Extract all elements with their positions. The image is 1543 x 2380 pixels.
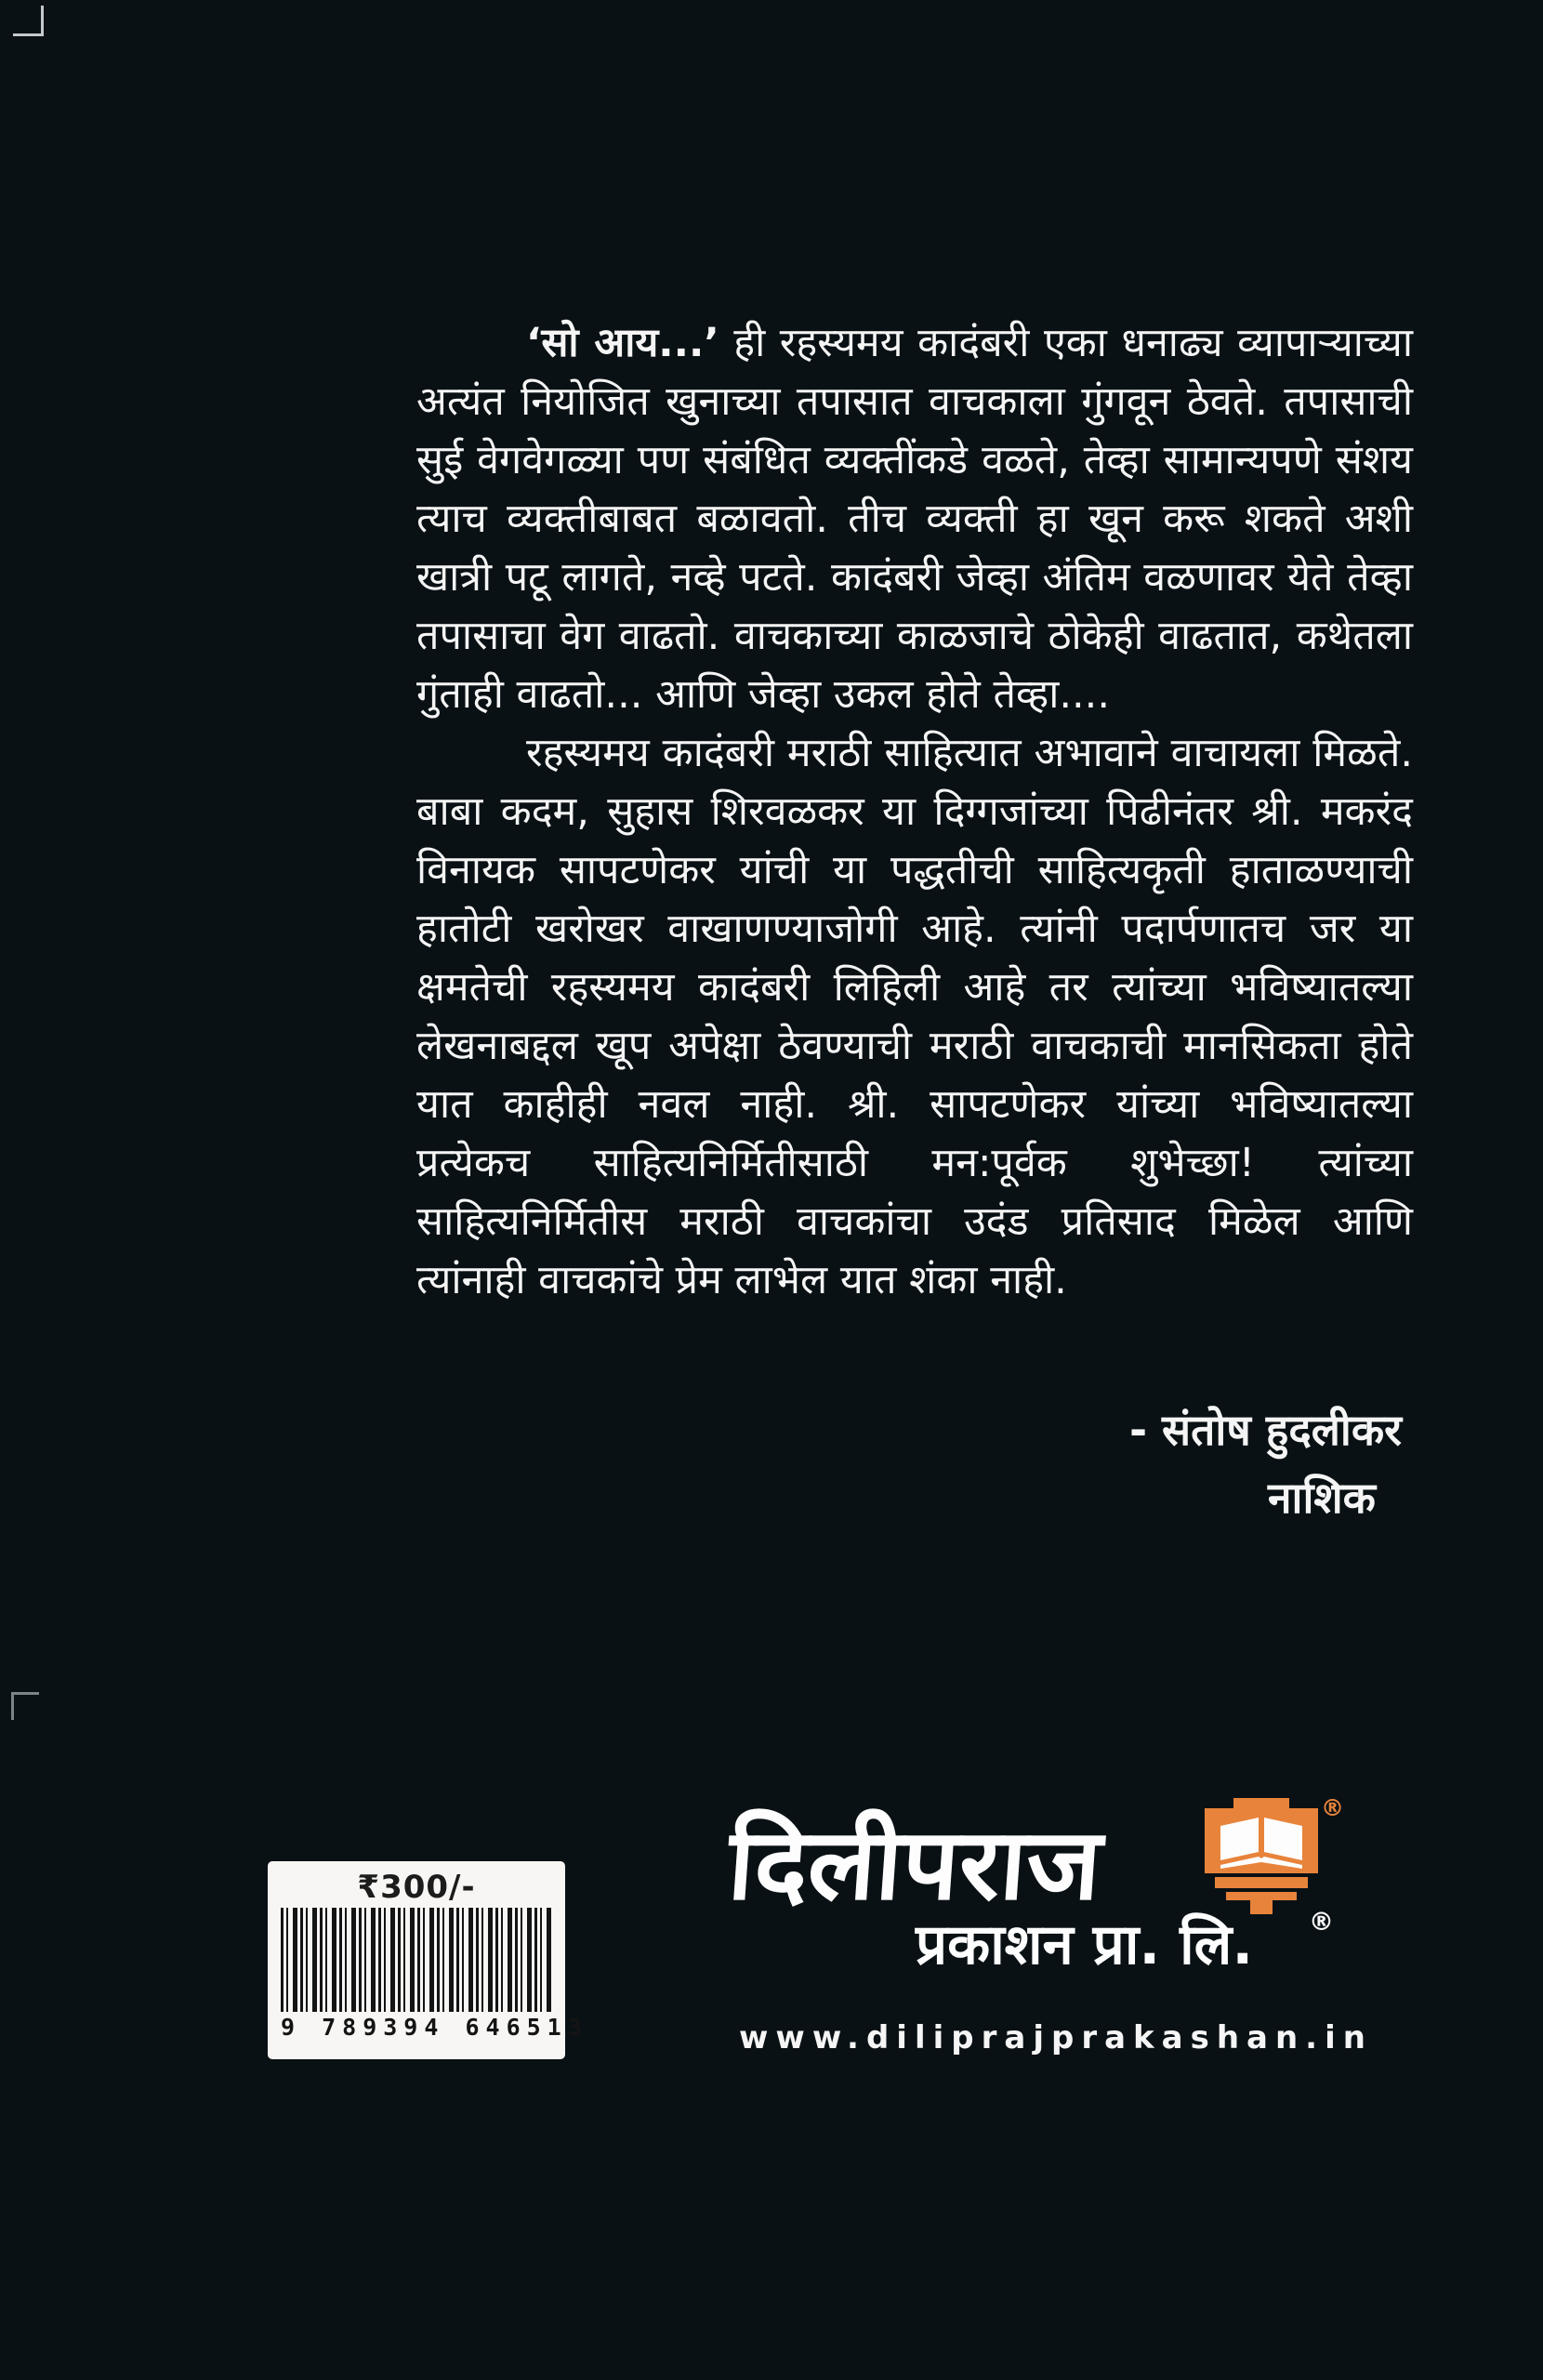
publisher-wordmark-line2: प्रकाशन प्रा. लि.	[916, 1912, 1254, 1977]
publisher-wordmark-line1: दिलीपराज	[724, 1807, 1105, 1922]
crop-mark-left-lower	[11, 1692, 14, 1720]
crop-mark-top-left	[13, 33, 44, 36]
publisher-website: www.diliprajprakashan.in	[739, 2019, 1373, 2056]
registered-trademark-icon: ®	[1321, 1794, 1344, 1821]
open-book-icon	[1197, 1798, 1325, 1917]
reviewer-signature	[937, 1396, 1402, 1532]
crop-mark-top-left	[41, 6, 44, 36]
price-label: ₹300/-	[357, 1869, 476, 1906]
reviewer-city: नाशिक	[1268, 1473, 1376, 1523]
blurb-paragraph-2: रहस्यमय कादंबरी मराठी साहित्यात अभावाने वाचायला मिळते. बाबा कदम, सुहास शिरवळकर या दिग्गजांच्या पिढीनंतर श्री. मकरंद विनायक सापटणेकर यांची या पद्धतीची साहित्यकृती हाताळण्याची हातोटी खरोखर वाखाणण्याजोगी आहे. त्यांनी पदार्पणातच जर या क्षमतेची रहस्यमय कादंबरी लिहिली आहे तर त्यांच्या भविष्यातल्या लेखनाबद्दल खूप अपेक्षा ठेवण्याची मराठी वाचकाची मानसिकता होते यात काहीही नवल नाही. श्री. सापटणेकर यांच्या भविष्यातल्या प्रत्येकच साहित्यनिर्मितीसाठी मन:पूर्वक शुभेच्छा! त्यांच्या साहित्यनिर्मितीस मराठी वाचकांचा उदंड प्रतिसाद मिळेल आणि त्यांनाही वाचकांचे प्रेम लाभेल यात शंका नाही.	[416, 730, 1413, 1303]
isbn-digits: 9 789394 646513	[281, 2014, 588, 2041]
blurb-paragraph-1	[416, 314, 1413, 724]
barcode-icon	[281, 1908, 552, 2012]
barcode-block	[268, 1861, 588, 2059]
crop-mark-left-lower	[11, 1692, 39, 1695]
reviewer-name: - संतोष हुदलीकर	[1128, 1405, 1402, 1455]
book-title-lead: ‘सो आय...’	[526, 320, 719, 366]
back-cover-blurb	[416, 314, 1413, 1310]
blurb-paragraph-1-text: ही रहस्यमय कादंबरी एका धनाढ्य व्यापाऱ्याच्या अत्यंत नियोजित खुनाच्या तपासात वाचकाला गुंगवून ठेवते. तपासाची सुई वेगवेगळ्या पण संबंधित व्यक्तींकडे वळते, तेव्हा सामान्यपणे संशय त्याच व्यक्तीबाबत बळावतो. तीच व्यक्ती हा खून करू शकते अशी खात्री पटू लागते, नव्हे पटते. कादंबरी जेव्हा अंतिम वळणावर येते तेव्हा तपासाचा वेग वाढतो. वाचकाच्या काळजाचे ठोकेही वाढतात, कथेतला गुंताही वाढतो... आणि जेव्हा उकल होते तेव्हा....	[416, 320, 1413, 718]
registered-trademark-icon: ®	[1309, 1908, 1334, 1937]
